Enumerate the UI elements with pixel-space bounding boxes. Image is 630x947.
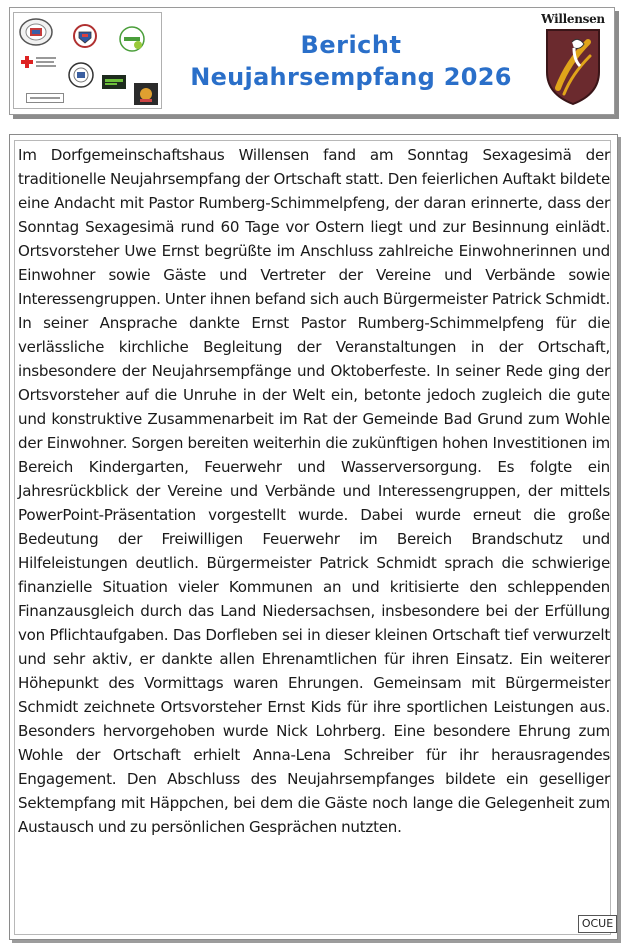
page-title <box>166 30 536 94</box>
logo-club-5 <box>102 75 126 89</box>
logo-panel <box>13 12 162 109</box>
author-mark: OCUE <box>578 915 617 933</box>
logo-club-7 <box>26 93 64 103</box>
title-line-report: Bericht <box>300 31 402 59</box>
logo-club-6 <box>134 83 158 105</box>
title-line-event: Neujahrsempfang 2026 <box>190 63 512 91</box>
logo-red-cross <box>20 53 60 75</box>
village-crest <box>538 12 608 108</box>
logo-club-1 <box>18 17 54 47</box>
logo-club-2 <box>70 23 100 49</box>
crest-label: Willensen <box>541 12 605 26</box>
article-text: Im Dorfgemeinschaftshaus Willensen fand am Sonntag Sexagesimä der traditionelle Neujahrsempfang der Ortschaft statt. Den feierlichen Auftakt bildete eine Andacht mit Pastor Rumberg-Schimmelpfeng, der daran erinnerte, dass der Sonntag Sexagesimä rund 60 Tage vor Ostern liegt und zur Besinnung einlädt. Ortsvorsteher Uwe Ernst begrüßte im Anschluss zahlreiche Einwohnerinnen und Einwohner sowie Gäste und Vertreter der Vereine und Verbände sowie Interessengruppen. Unter ihnen befand sich auch Bürgermeister Patrick Schmidt. In seiner Ansprache dankte Ernst Pastor Rumberg-Schimmelpfeng für die verlässliche kirchliche Begleitung der Veranstaltungen in der Ortschaft, insbesondere der Neujahrsempfänge und Oktoberfeste. In seiner Rede ging der Ortsvorsteher auf die Unruhe in der Welt ein, betonte jedoch zugleich die gute und konstruktive Zusammenarbeit im Rat der Gemeinde Bad Grund zum Wohle der Einwohner. Sorgen bereiten weiterhin die zukünftigen hohen Investitionen im Bereich Kindergarten, Feuerwehr und Wasserversorgung. Es folgte ein Jahresrückblick der Vereine und Verbände und Interessengruppen, der mittels PowerPoint-Präsentation vorgestellt wurde. Dabei wurde erneut die große Bedeutung der Freiwilligen Feuerwehr im Bereich Brandschutz und Hilfeleistungen deutlich. Bürgermeister Patrick Schmidt sprach die schwierige finanzielle Situation vieler Kommunen an und kritisierte den schleppenden Finanzausgleich durch das Land Niedersachsen, insbesondere bei der Erfüllung von Pflichtaufgaben. Das Dorfleben sei in dieser kleinen Ortschaft tief verwurzelt und sehr aktiv, er dankte allen Ehrenamtlichen für ihren Einsatz. Ein weiterer Höhepunkt des Vormittags waren Ehrungen. Gemeinsam mit Bürgermeister Schmidt zeichnete Ortsvorsteher Ernst Kids für ihre sportlichen Leistungen aus. Besonders hervorgehoben wurde Nick Lohrberg. Eine besondere Ehrung zum Wohle der Ortschaft erhielt Anna-Lena Schreiber für ihr herausragendes Engagement. Den Abschluss des Neujahrsempfanges bildete ein geselliger Sektempfang mit Häppchen, bei dem die Gäste noch lange die Gelegenheit zum Austausch und zu persönlichen Gesprächen nutzten. <box>18 146 610 836</box>
coat-of-arms-icon <box>544 28 602 106</box>
logo-club-4 <box>66 61 96 89</box>
logo-club-3 <box>116 25 148 53</box>
